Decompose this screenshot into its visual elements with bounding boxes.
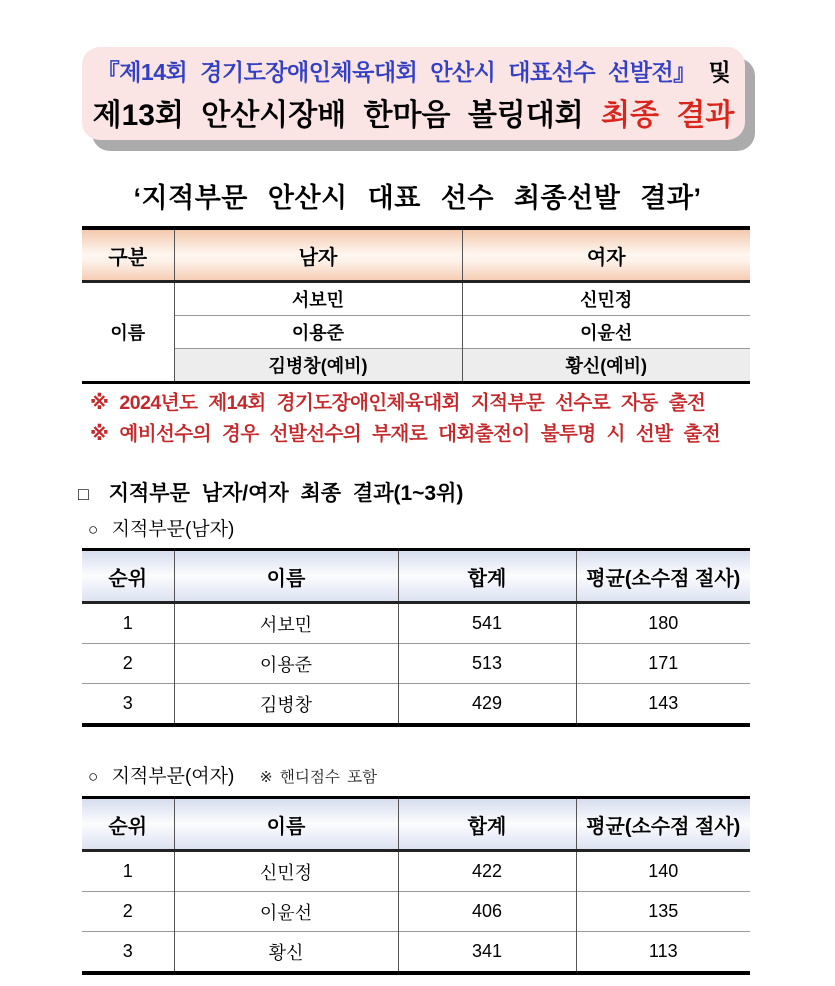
cell-total: 422 xyxy=(398,851,576,892)
women-subsection-label: 지적부문(여자) xyxy=(111,766,235,787)
selection-cell: 김병창(예비) xyxy=(174,349,462,383)
header-rank: 순위 xyxy=(82,798,174,851)
banner-line2-event: 제13회 안산시장배 한마음 볼링대회 xyxy=(92,98,584,132)
cell-rank: 3 xyxy=(82,932,174,974)
header-average: 평균(소수점 절사) xyxy=(576,798,750,851)
cell-rank: 3 xyxy=(82,684,174,726)
banner-line1 xyxy=(97,54,731,87)
selection-cell: 이용준 xyxy=(174,316,462,349)
header-total: 합계 xyxy=(398,798,576,851)
note-line: ※ 2024년도 제14회 경기도장애인체육대회 지적부문 선수로 자동 출전 xyxy=(90,392,706,414)
cell-name: 황신 xyxy=(174,932,398,974)
banner-line1-and: 및 xyxy=(708,58,731,85)
selection-header-row xyxy=(82,228,750,282)
selection-row-label: 이름 xyxy=(82,282,174,383)
cell-total: 541 xyxy=(398,603,576,644)
table-row xyxy=(82,282,750,316)
header-average: 평균(소수점 절사) xyxy=(576,550,750,603)
results-section-title: 지적부문 남자/여자 최종 결과(1~3위) xyxy=(108,482,464,505)
selection-cell: 황신(예비) xyxy=(462,349,750,383)
cell-total: 341 xyxy=(398,932,576,974)
square-bullet-icon: □ xyxy=(78,484,89,504)
table-row xyxy=(82,892,750,932)
selection-cell: 서보민 xyxy=(174,282,462,316)
table-row xyxy=(82,851,750,892)
cell-average: 140 xyxy=(648,861,679,881)
men-results-header-row xyxy=(82,550,750,603)
cell-name: 서보민 xyxy=(174,603,398,644)
table-row xyxy=(82,644,750,684)
cell-average: 113 xyxy=(576,932,750,974)
women-results-table xyxy=(82,796,750,975)
selection-header-male: 남자 xyxy=(174,228,462,282)
women-handicap-note: ※ 핸디점수 포함 xyxy=(259,769,378,786)
women-subsection-heading xyxy=(88,761,377,788)
cell-average: 135 xyxy=(576,892,750,932)
header-name: 이름 xyxy=(174,550,398,603)
table-row-reserve xyxy=(82,349,750,383)
cell-name: 신민정 xyxy=(174,851,398,892)
cell-name: 이용준 xyxy=(174,644,398,684)
table-row xyxy=(82,932,750,974)
results-section-heading xyxy=(78,477,463,507)
cell-rank: 2 xyxy=(82,892,174,932)
cell-rank: 1 xyxy=(82,603,174,644)
circle-bullet-icon: ○ xyxy=(88,520,99,539)
banner-line2-final-result: 최종 결과 xyxy=(601,98,735,132)
note-line: ※ 예비선수의 경우 선발선수의 부재로 대회출전이 불투명 시 선발 출전 xyxy=(90,423,721,445)
cell-rank: 2 xyxy=(82,644,174,684)
page-title: ‘지적부문 안산시 대표 선수 최종선발 결과’ xyxy=(133,183,702,213)
men-results-table xyxy=(82,548,750,727)
cell-total: 429 xyxy=(398,684,576,726)
selection-cell: 신민정 xyxy=(580,290,633,310)
table-row xyxy=(82,684,750,726)
cell-average: 143 xyxy=(576,684,750,726)
notes xyxy=(90,388,720,450)
selection-result-table xyxy=(82,226,750,384)
cell-rank: 1 xyxy=(82,851,174,892)
selection-header-female: 여자 xyxy=(462,228,750,282)
circle-bullet-icon: ○ xyxy=(88,767,99,786)
men-subsection-label: 지적부문(남자) xyxy=(111,519,235,540)
cell-average: 171 xyxy=(576,644,750,684)
header-total: 합계 xyxy=(398,550,576,603)
banner-line2 xyxy=(93,90,735,134)
cell-total: 513 xyxy=(398,644,576,684)
selection-header-category: 구분 xyxy=(82,228,174,282)
title-banner xyxy=(82,47,745,140)
selection-cell: 이윤선 xyxy=(462,316,750,349)
table-row xyxy=(82,603,750,644)
cell-name: 이윤선 xyxy=(174,892,398,932)
cell-average: 180 xyxy=(648,613,679,633)
banner-line1-competition: 『제14회 경기도장애인체육대회 안산시 대표선수 선발전』 xyxy=(96,58,696,85)
men-subsection-heading xyxy=(88,514,234,541)
header-rank: 순위 xyxy=(82,550,174,603)
header-name: 이름 xyxy=(174,798,398,851)
table-row xyxy=(82,316,750,349)
cell-name: 김병창 xyxy=(174,684,398,726)
women-results-header-row xyxy=(82,798,750,851)
cell-total: 406 xyxy=(398,892,576,932)
